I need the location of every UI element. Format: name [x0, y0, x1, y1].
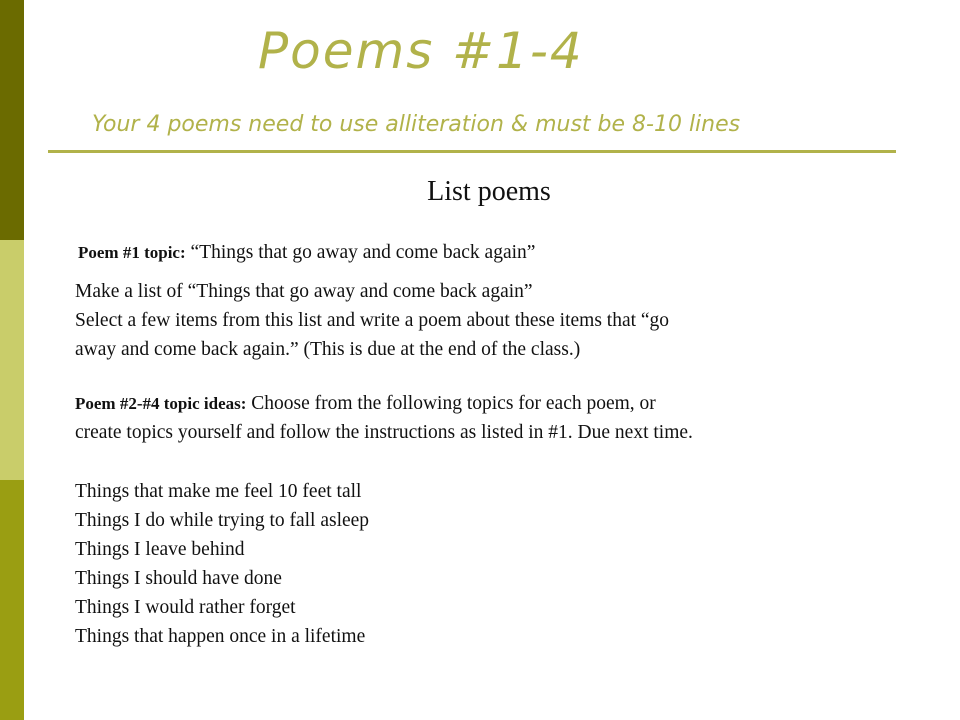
- sidebar-segment-bottom: [0, 480, 24, 720]
- list-item: Things I should have done: [75, 568, 282, 589]
- poem1-instructions: [75, 277, 669, 364]
- poem1-instruction-line: away and come back again.” (This is due at the end of the class.): [75, 339, 581, 360]
- poem1-instruction-line: Select a few items from this list and write a poem about these items that “go: [75, 310, 670, 331]
- list-item: Things I do while trying to fall asleep: [75, 510, 370, 531]
- slide-title: Poems #1-4: [258, 22, 584, 80]
- list-item: Things I leave behind: [75, 539, 245, 560]
- poem1-topic-line: [78, 238, 535, 267]
- poem2-4-second-line: create topics yourself and follow the instructions as listed in #1. Due next time.: [75, 422, 693, 443]
- poem2-4-label: Poem #2-#4 topic ideas:: [75, 394, 247, 413]
- poem1-topic-label: Poem #1 topic:: [78, 243, 186, 262]
- poem1-topic-text: “Things that go away and come back again”: [190, 242, 536, 263]
- poem2-4-first-line-text: Choose from the following topics for each poem, or: [251, 393, 656, 414]
- list-item: Things that make me feel 10 feet tall: [75, 481, 362, 502]
- poem2-4-instructions: [75, 389, 693, 447]
- poem2-4-first-line: [75, 389, 693, 418]
- list-item: Things I would rather forget: [75, 597, 296, 618]
- section-heading: List poems: [427, 176, 551, 207]
- topic-list: [75, 477, 369, 651]
- poem1-instruction-line: Make a list of “Things that go away and come back again”: [75, 281, 533, 302]
- title-divider: [48, 150, 896, 153]
- list-item: Things that happen once in a lifetime: [75, 626, 366, 647]
- sidebar-segment-middle: [0, 240, 24, 480]
- slide-subtitle: Your 4 poems need to use alliteration & must be 8-10 lines: [92, 112, 741, 137]
